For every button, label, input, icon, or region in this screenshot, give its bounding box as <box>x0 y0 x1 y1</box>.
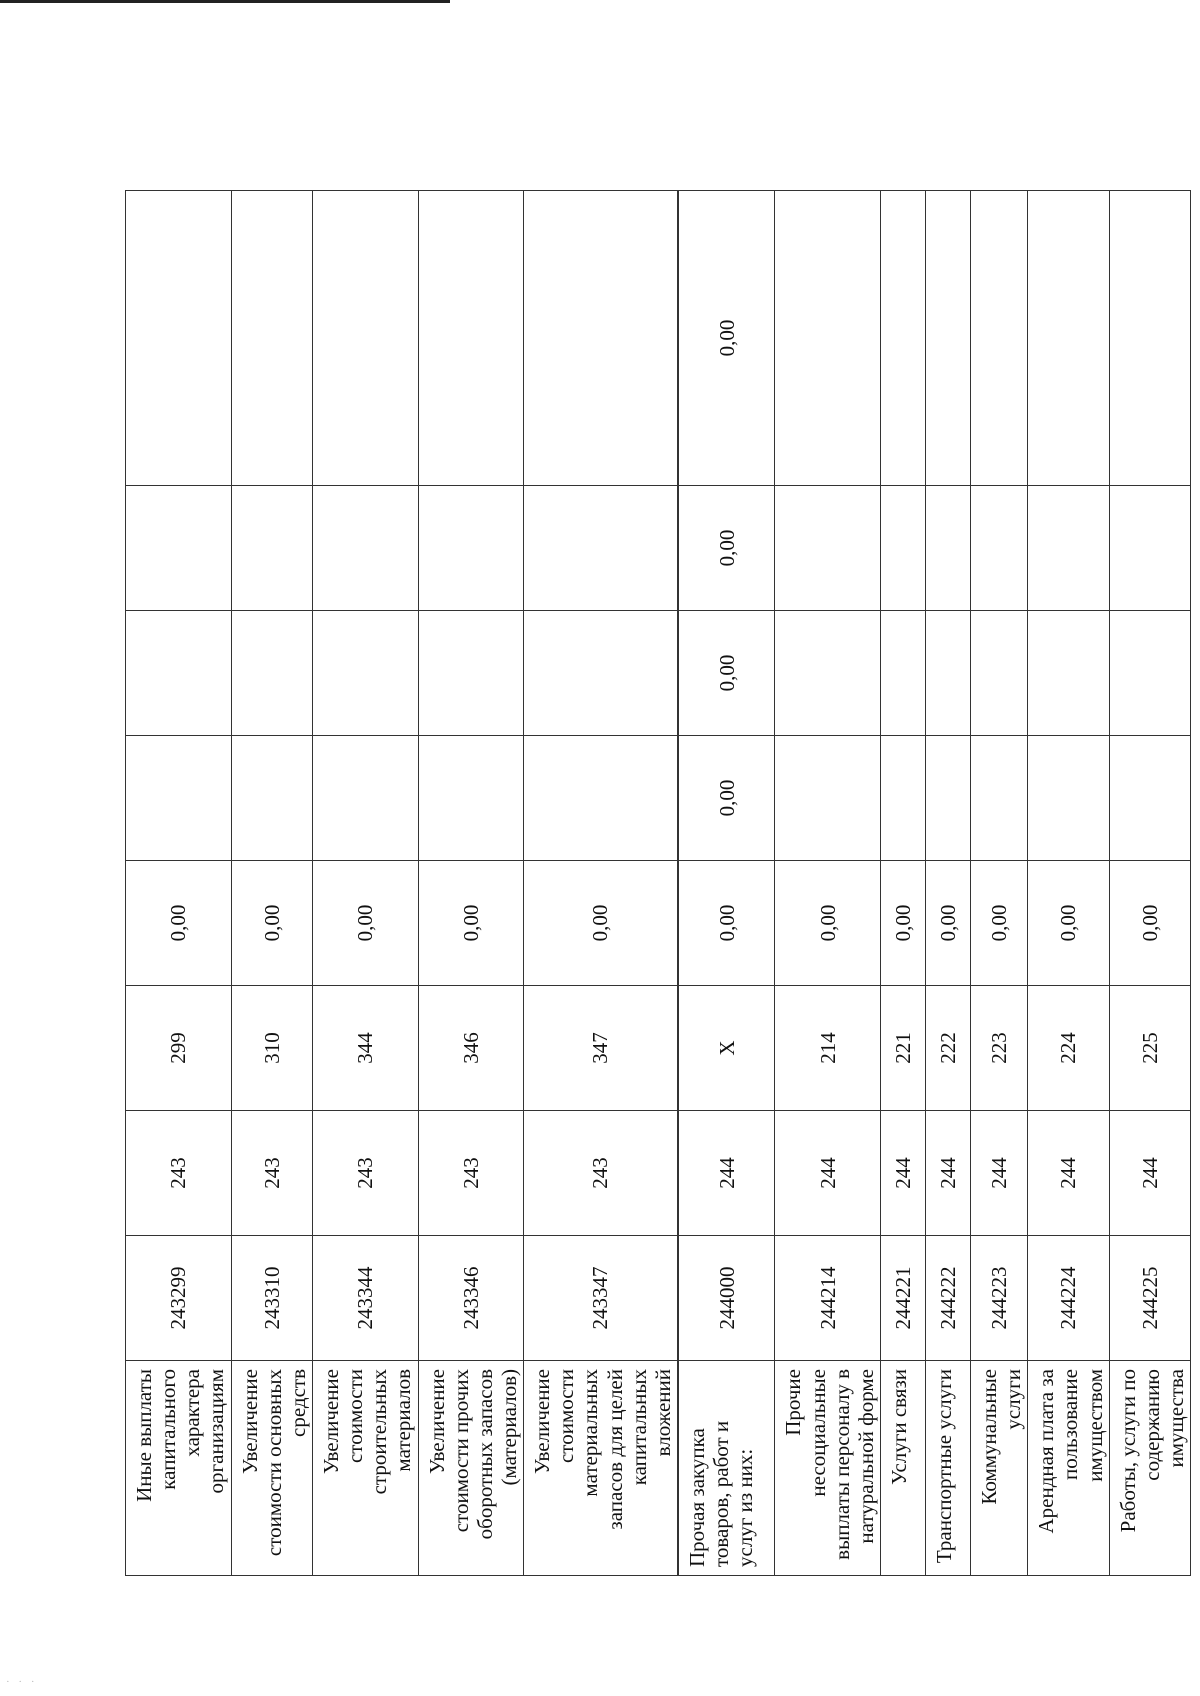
row-col6-cell <box>926 611 971 736</box>
row-vr-cell: 244 <box>881 1111 926 1236</box>
budget-table <box>125 190 1191 1576</box>
row-col7-cell <box>312 486 418 611</box>
row-code-cell: 243344 <box>312 1236 418 1361</box>
row-code-cell: 244000 <box>678 1236 775 1361</box>
row-col8-cell <box>1109 191 1190 486</box>
row-vr-cell: 243 <box>418 1111 524 1236</box>
row-kosgu-cell: 347 <box>524 986 678 1111</box>
table-row <box>775 191 881 1576</box>
row-col7-cell <box>881 486 926 611</box>
row-total-cell: 0,00 <box>524 861 678 986</box>
row-kosgu-cell: 224 <box>1028 986 1109 1111</box>
row-name-cell: Увеличение стоимости строительных материалов <box>312 1361 418 1576</box>
row-col5-cell <box>971 736 1028 861</box>
table-row <box>971 191 1028 1576</box>
row-code-cell: 244214 <box>775 1236 881 1361</box>
row-code-cell: 244222 <box>926 1236 971 1361</box>
row-total-cell: 0,00 <box>971 861 1028 986</box>
row-code-cell: 243310 <box>231 1236 312 1361</box>
row-col8-cell <box>971 191 1028 486</box>
row-vr-cell: 244 <box>1028 1111 1109 1236</box>
row-name-cell: Транспортные услуги <box>926 1361 971 1576</box>
table-row <box>418 191 524 1576</box>
row-vr-cell: 244 <box>926 1111 971 1236</box>
row-name-cell: Иные выплаты капитального характера организациям <box>126 1361 232 1576</box>
row-col7-cell <box>971 486 1028 611</box>
row-col7-cell <box>418 486 524 611</box>
scan-specks: · · · <box>6 1676 38 1688</box>
row-code-cell: 244221 <box>881 1236 926 1361</box>
row-kosgu-cell: X <box>678 986 775 1111</box>
row-col5-cell <box>1028 736 1109 861</box>
table-row <box>312 191 418 1576</box>
row-col7-cell: 0,00 <box>678 486 775 611</box>
row-col5-cell <box>775 736 881 861</box>
row-col5-cell <box>418 736 524 861</box>
row-col6-cell <box>312 611 418 736</box>
row-kosgu-cell: 221 <box>881 986 926 1111</box>
row-col8-cell <box>418 191 524 486</box>
row-total-cell: 0,00 <box>418 861 524 986</box>
table-row <box>926 191 971 1576</box>
row-col6-cell <box>126 611 232 736</box>
table-row <box>678 191 775 1576</box>
row-name-cell: Увеличение стоимости основных средств <box>231 1361 312 1576</box>
row-col6-cell <box>881 611 926 736</box>
row-col5-cell <box>1109 736 1190 861</box>
row-col8-cell <box>126 191 232 486</box>
row-name-cell: Прочая закупка товаров, работ и услуг из них: <box>678 1361 775 1576</box>
row-total-cell: 0,00 <box>231 861 312 986</box>
row-kosgu-cell: 299 <box>126 986 232 1111</box>
row-kosgu-cell: 222 <box>926 986 971 1111</box>
row-total-cell: 0,00 <box>881 861 926 986</box>
row-col8-cell <box>312 191 418 486</box>
row-col7-cell <box>775 486 881 611</box>
row-kosgu-cell: 223 <box>971 986 1028 1111</box>
row-total-cell: 0,00 <box>926 861 971 986</box>
row-col7-cell <box>126 486 232 611</box>
row-col6-cell <box>775 611 881 736</box>
row-name-cell: Арендная плата за пользование имуществом <box>1028 1361 1109 1576</box>
row-col7-cell <box>1109 486 1190 611</box>
row-col5-cell <box>926 736 971 861</box>
row-col6-cell <box>231 611 312 736</box>
table-row <box>881 191 926 1576</box>
row-col5-cell <box>312 736 418 861</box>
row-col6-cell <box>418 611 524 736</box>
row-col7-cell <box>231 486 312 611</box>
row-col8-cell <box>775 191 881 486</box>
row-col8-cell <box>881 191 926 486</box>
scan-top-rule <box>0 0 450 3</box>
row-vr-cell: 243 <box>231 1111 312 1236</box>
row-vr-cell: 244 <box>775 1111 881 1236</box>
row-vr-cell: 244 <box>678 1111 775 1236</box>
table-row <box>1109 191 1190 1576</box>
row-code-cell: 244223 <box>971 1236 1028 1361</box>
table-row <box>126 191 232 1576</box>
row-code-cell: 244225 <box>1109 1236 1190 1361</box>
row-code-cell: 243346 <box>418 1236 524 1361</box>
row-name-cell: Увеличение стоимости материальных запасов для целей капитальных вложений <box>524 1361 678 1576</box>
row-col6-cell <box>1028 611 1109 736</box>
row-kosgu-cell: 225 <box>1109 986 1190 1111</box>
row-code-cell: 244224 <box>1028 1236 1109 1361</box>
row-total-cell: 0,00 <box>312 861 418 986</box>
row-vr-cell: 243 <box>524 1111 678 1236</box>
row-col7-cell <box>524 486 678 611</box>
row-vr-cell: 243 <box>312 1111 418 1236</box>
row-kosgu-cell: 214 <box>775 986 881 1111</box>
row-col7-cell <box>926 486 971 611</box>
row-name-cell: Работы, услуги по содержанию имущества <box>1109 1361 1190 1576</box>
row-col6-cell <box>524 611 678 736</box>
row-col5-cell <box>881 736 926 861</box>
row-col6-cell: 0,00 <box>678 611 775 736</box>
row-name-cell: Коммунальные услуги <box>971 1361 1028 1576</box>
row-kosgu-cell: 310 <box>231 986 312 1111</box>
row-col7-cell <box>1028 486 1109 611</box>
row-total-cell: 0,00 <box>1028 861 1109 986</box>
row-col5-cell <box>231 736 312 861</box>
table-row <box>1028 191 1109 1576</box>
row-col8-cell <box>524 191 678 486</box>
row-vr-cell: 244 <box>1109 1111 1190 1236</box>
row-name-cell: Прочие несоциальные выплаты персоналу в натуральной форме <box>775 1361 881 1576</box>
row-name-cell: Увеличение стоимости прочих оборотных запасов (материалов) <box>418 1361 524 1576</box>
table-row <box>231 191 312 1576</box>
row-kosgu-cell: 346 <box>418 986 524 1111</box>
row-col8-cell <box>1028 191 1109 486</box>
row-col5-cell <box>126 736 232 861</box>
row-total-cell: 0,00 <box>1109 861 1190 986</box>
row-vr-cell: 244 <box>971 1111 1028 1236</box>
row-col5-cell <box>524 736 678 861</box>
row-col5-cell: 0,00 <box>678 736 775 861</box>
table-row <box>524 191 678 1576</box>
row-vr-cell: 243 <box>126 1111 232 1236</box>
row-col6-cell <box>1109 611 1190 736</box>
rotated-table-container <box>125 191 1188 1576</box>
row-code-cell: 243347 <box>524 1236 678 1361</box>
row-total-cell: 0,00 <box>678 861 775 986</box>
row-total-cell: 0,00 <box>775 861 881 986</box>
row-col6-cell <box>971 611 1028 736</box>
row-name-cell: Услуги связи <box>881 1361 926 1576</box>
row-kosgu-cell: 344 <box>312 986 418 1111</box>
row-total-cell: 0,00 <box>126 861 232 986</box>
row-col8-cell: 0,00 <box>678 191 775 486</box>
row-col8-cell <box>231 191 312 486</box>
row-code-cell: 243299 <box>126 1236 232 1361</box>
row-col8-cell <box>926 191 971 486</box>
table-body <box>126 191 1191 1576</box>
